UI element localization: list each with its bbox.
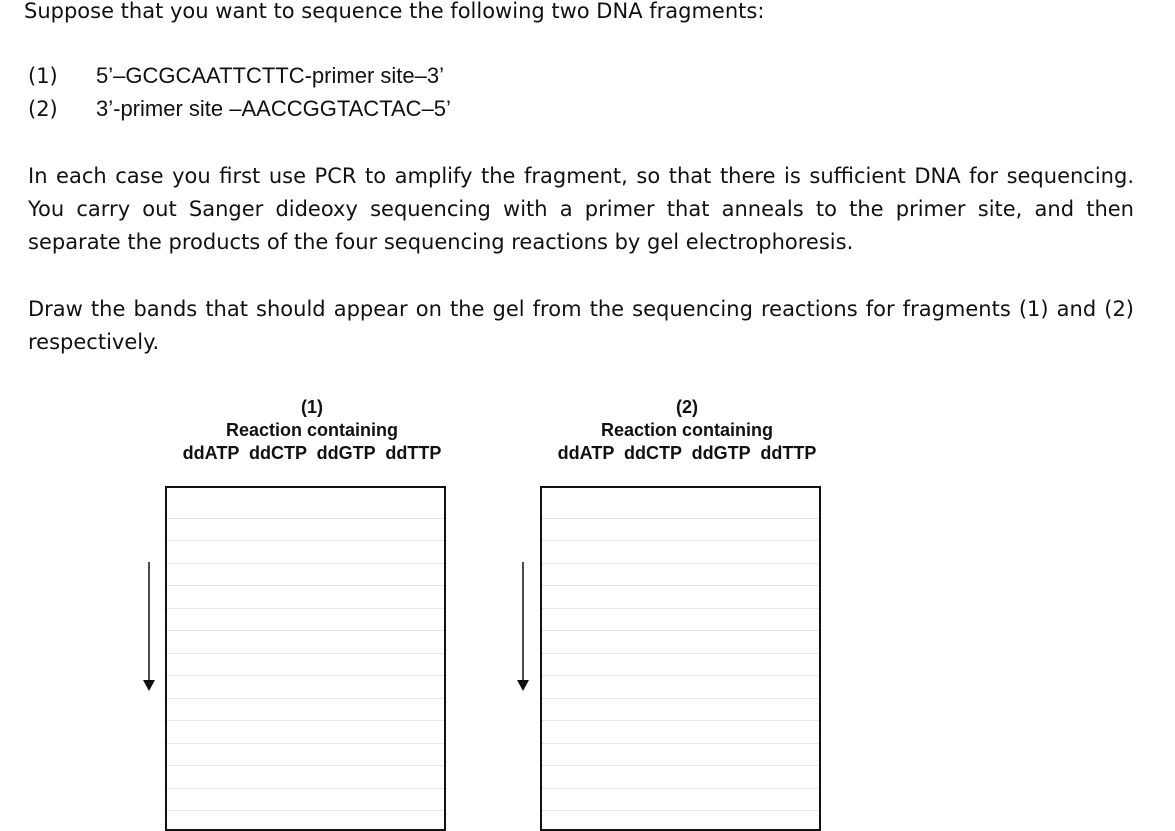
gel-2-guide-line — [542, 630, 819, 631]
gel-2-guide-line — [542, 653, 819, 654]
gel-1-header — [162, 396, 462, 465]
gel-1-guide-line — [167, 720, 444, 721]
gel-2-guide-line — [542, 810, 819, 811]
gel-2-guide-line — [542, 540, 819, 541]
gel-1-label: (1) — [301, 397, 323, 417]
gel-2-guide-line — [542, 563, 819, 564]
gel-2-guide-line — [542, 788, 819, 789]
question-intro: Suppose that you want to sequence the following two DNA fragments: — [24, 0, 765, 23]
gel-2-guide-line — [542, 675, 819, 676]
gel-1-guide-line — [167, 675, 444, 676]
gel-2-guide-line — [542, 743, 819, 744]
fragment-2-sequence: 3’-primer site –AACCGGTACTAC–5’ — [96, 96, 451, 121]
gel-2-box[interactable] — [540, 486, 821, 831]
gel-2-guide-line — [542, 765, 819, 766]
gel-1-guide-line — [167, 698, 444, 699]
gel-1-guide-line — [167, 585, 444, 586]
gel-1-guide-line — [167, 608, 444, 609]
gel-1-guide-line — [167, 518, 444, 519]
gel-1-migration-arrow-icon — [141, 560, 157, 694]
gel-1-guide-line — [167, 810, 444, 811]
gel-1-guide-line — [167, 743, 444, 744]
instructions-paragraph: In each case you first use PCR to amplify the fragment, so that there is sufficient DNA for sequencing. You carry out Sanger dideoxy sequencing with a primer that anneals to the primer site, and then separate the products of the four sequencing reactions by gel electrophoresis. — [28, 164, 1134, 254]
fragment-2-number: (2) — [28, 97, 58, 121]
gel-1-lane-labels: ddATP ddCTP ddGTP ddTTP — [182, 443, 442, 463]
gel-1-box[interactable] — [165, 486, 446, 831]
gel-2-title: Reaction containing — [600, 420, 773, 440]
gel-1-guide-line — [167, 765, 444, 766]
fragment-1 — [28, 61, 444, 91]
gel-2-lane-labels: ddATP ddCTP ddGTP ddTTP — [557, 443, 817, 463]
gel-1-title: Reaction containing — [225, 420, 398, 440]
gel-2-label: (2) — [676, 397, 698, 417]
gel-2-guide-line — [542, 720, 819, 721]
gel-1-guide-line — [167, 788, 444, 789]
fragment-2 — [28, 94, 451, 124]
gel-2-guide-line — [542, 585, 819, 586]
gel-1-guide-line — [167, 540, 444, 541]
gel-2-guide-line — [542, 518, 819, 519]
fragment-1-sequence: 5’–GCGCAATTCTTC-primer site–3’ — [96, 63, 444, 88]
fragment-1-number: (1) — [28, 64, 58, 88]
gel-2-migration-arrow-icon — [515, 560, 531, 694]
gel-1-guide-line — [167, 653, 444, 654]
gel-2-guide-line — [542, 698, 819, 699]
gel-2-guide-line — [542, 608, 819, 609]
gel-1-guide-line — [167, 563, 444, 564]
gel-2-header — [537, 396, 837, 465]
gel-1-guide-line — [167, 630, 444, 631]
task-paragraph: Draw the bands that should appear on the gel from the sequencing reactions for fragments (1) and (2) respectively. — [28, 297, 1134, 354]
